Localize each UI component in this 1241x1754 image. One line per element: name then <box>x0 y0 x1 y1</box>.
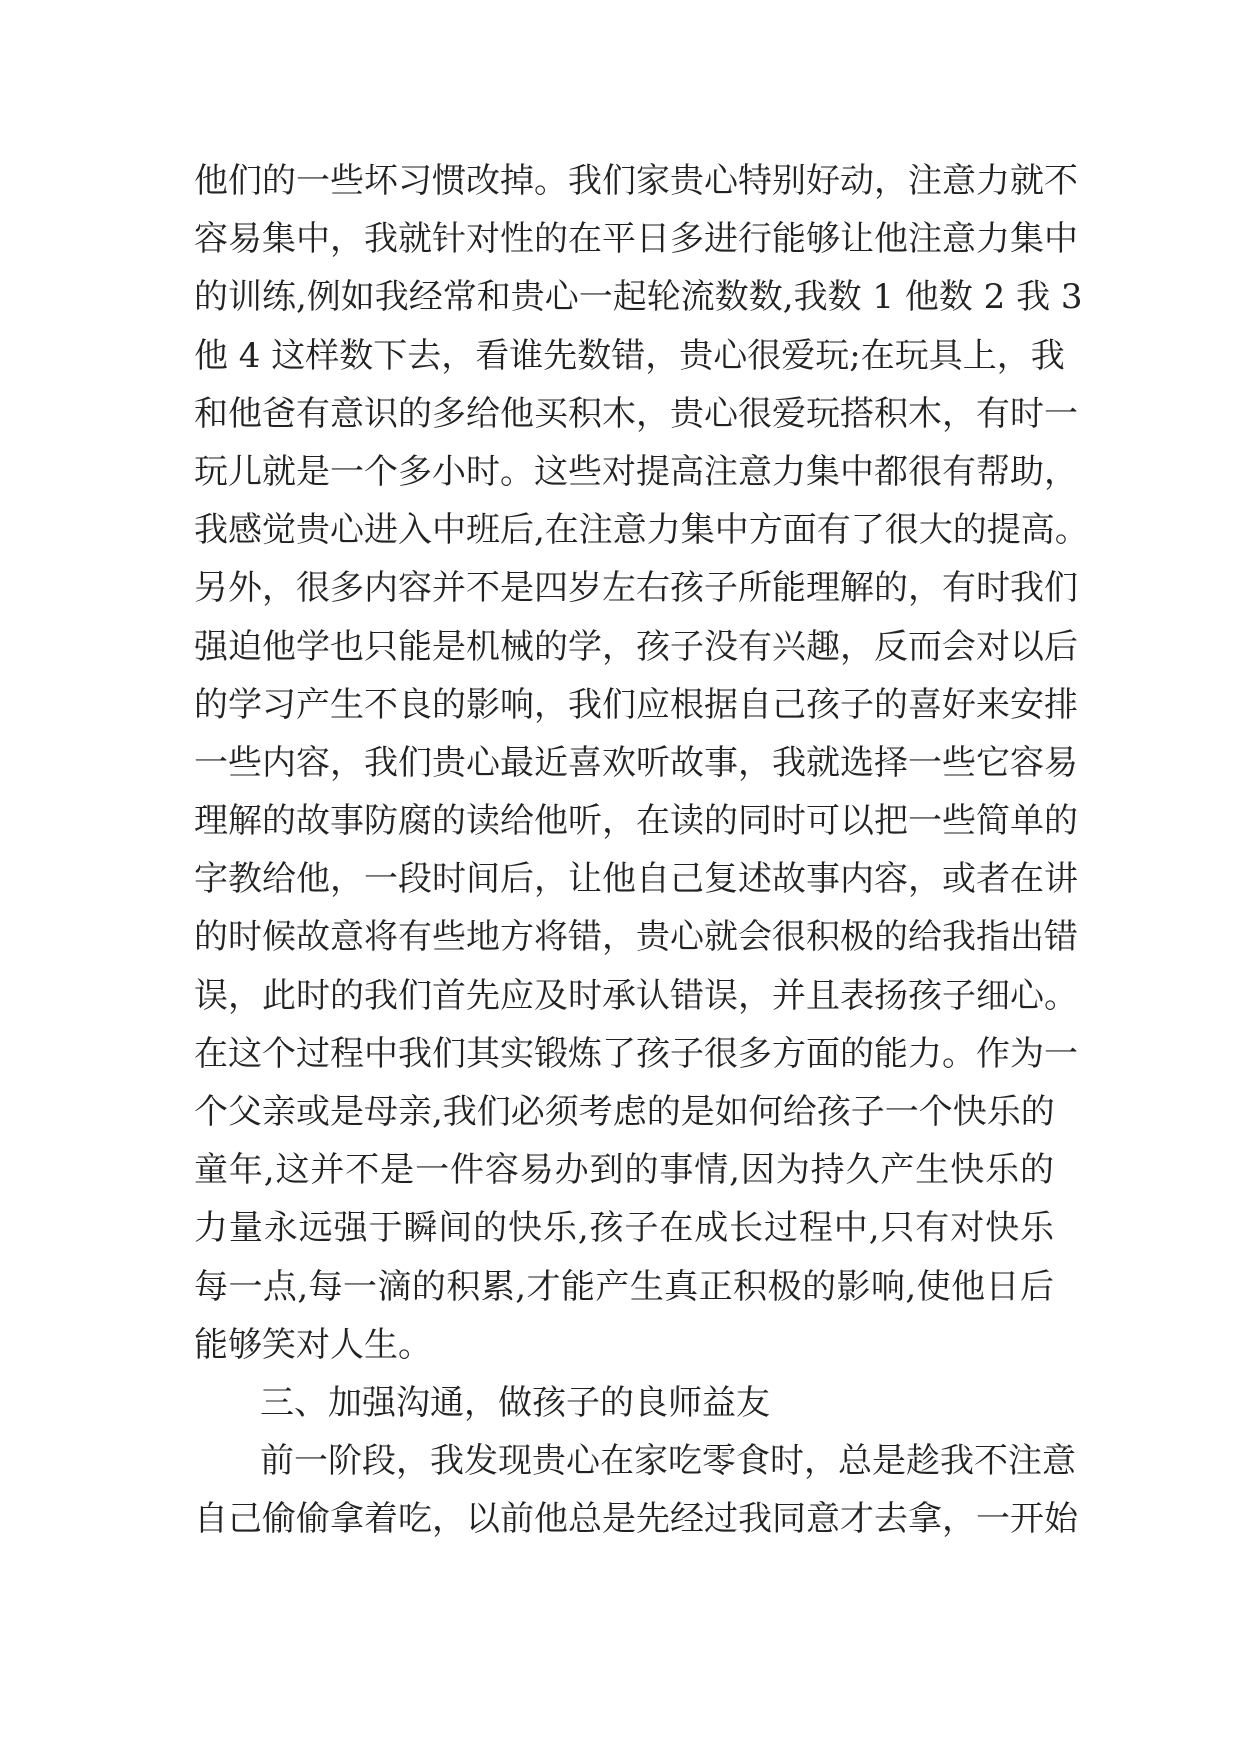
text-line: 我感觉贵心进入中班后,在注意力集中方面有了很大的提高。 <box>194 510 1089 551</box>
text-line: 和他爸有意识的多给他买积木，贵心很爱玩搭积木，有时一 <box>194 393 1078 434</box>
text-line: 的时候故意将有些地方将错，贵心就会很积极的给我指出错 <box>194 917 1078 958</box>
text-line: 字教给他，一段时间后，让他自己复述故事内容，或者在讲 <box>194 859 1078 900</box>
text-line: 童年,这并不是一件容易办到的事情,因为持久产生快乐的 <box>194 1150 1054 1191</box>
text-line: 前一阶段，我发现贵心在家吃零食时，总是趁我不注意 <box>260 1441 1076 1482</box>
text-line: 每一点,每一滴的积累,才能产生真正积极的影响,使他日后 <box>194 1266 1054 1307</box>
text-line: 误，此时的我们首先应及时承认错误，并且表扬孩子细心。 <box>194 975 1078 1016</box>
text-line: 在这个过程中我们其实锻炼了孩子很多方面的能力。作为一 <box>194 1033 1078 1074</box>
body-text <box>194 152 1089 1549</box>
text-line: 容易集中，我就针对性的在平日多进行能够让他注意力集中 <box>194 219 1078 260</box>
text-line: 他们的一些坏习惯改掉。我们家贵心特别好动，注意力就不 <box>194 161 1078 201</box>
text-line: 另外，很多内容并不是四岁左右孩子所能理解的，有时我们 <box>194 568 1078 609</box>
text-line: 的训练,例如我经常和贵心一起轮流数数,我数 1 他数 2 我 3 <box>194 277 1083 318</box>
text-line: 玩儿就是一个多小时。这些对提高注意力集中都很有帮助， <box>194 451 1078 492</box>
text-line: 自己偷偷拿着吃，以前他总是先经过我同意才去拿，一开始 <box>194 1499 1078 1540</box>
section-heading: 三、加强沟通，做孩子的良师益友 <box>260 1382 770 1423</box>
text-line: 个父亲或是母亲,我们必须考虑的是如何给孩子一个快乐的 <box>194 1092 1055 1132</box>
text-line: 能够笑对人生。 <box>194 1324 432 1365</box>
text-line: 一些内容，我们贵心最近喜欢听故事，我就选择一些它容易 <box>194 742 1078 783</box>
text-line: 强迫他学也只能是机械的学，孩子没有兴趣，反而会对以后 <box>194 626 1078 667</box>
text-line: 力量永远强于瞬间的快乐,孩子在成长过程中,只有对快乐 <box>194 1208 1054 1249</box>
text-line: 他 4 这样数下去，看谁先数错，贵心很爱玩;在玩具上，我 <box>194 335 1065 376</box>
text-line: 的学习产生不良的影响，我们应根据自己孩子的喜好来安排 <box>194 684 1078 725</box>
text-line: 理解的故事防腐的读给他听，在读的同时可以把一些简单的 <box>194 801 1078 842</box>
